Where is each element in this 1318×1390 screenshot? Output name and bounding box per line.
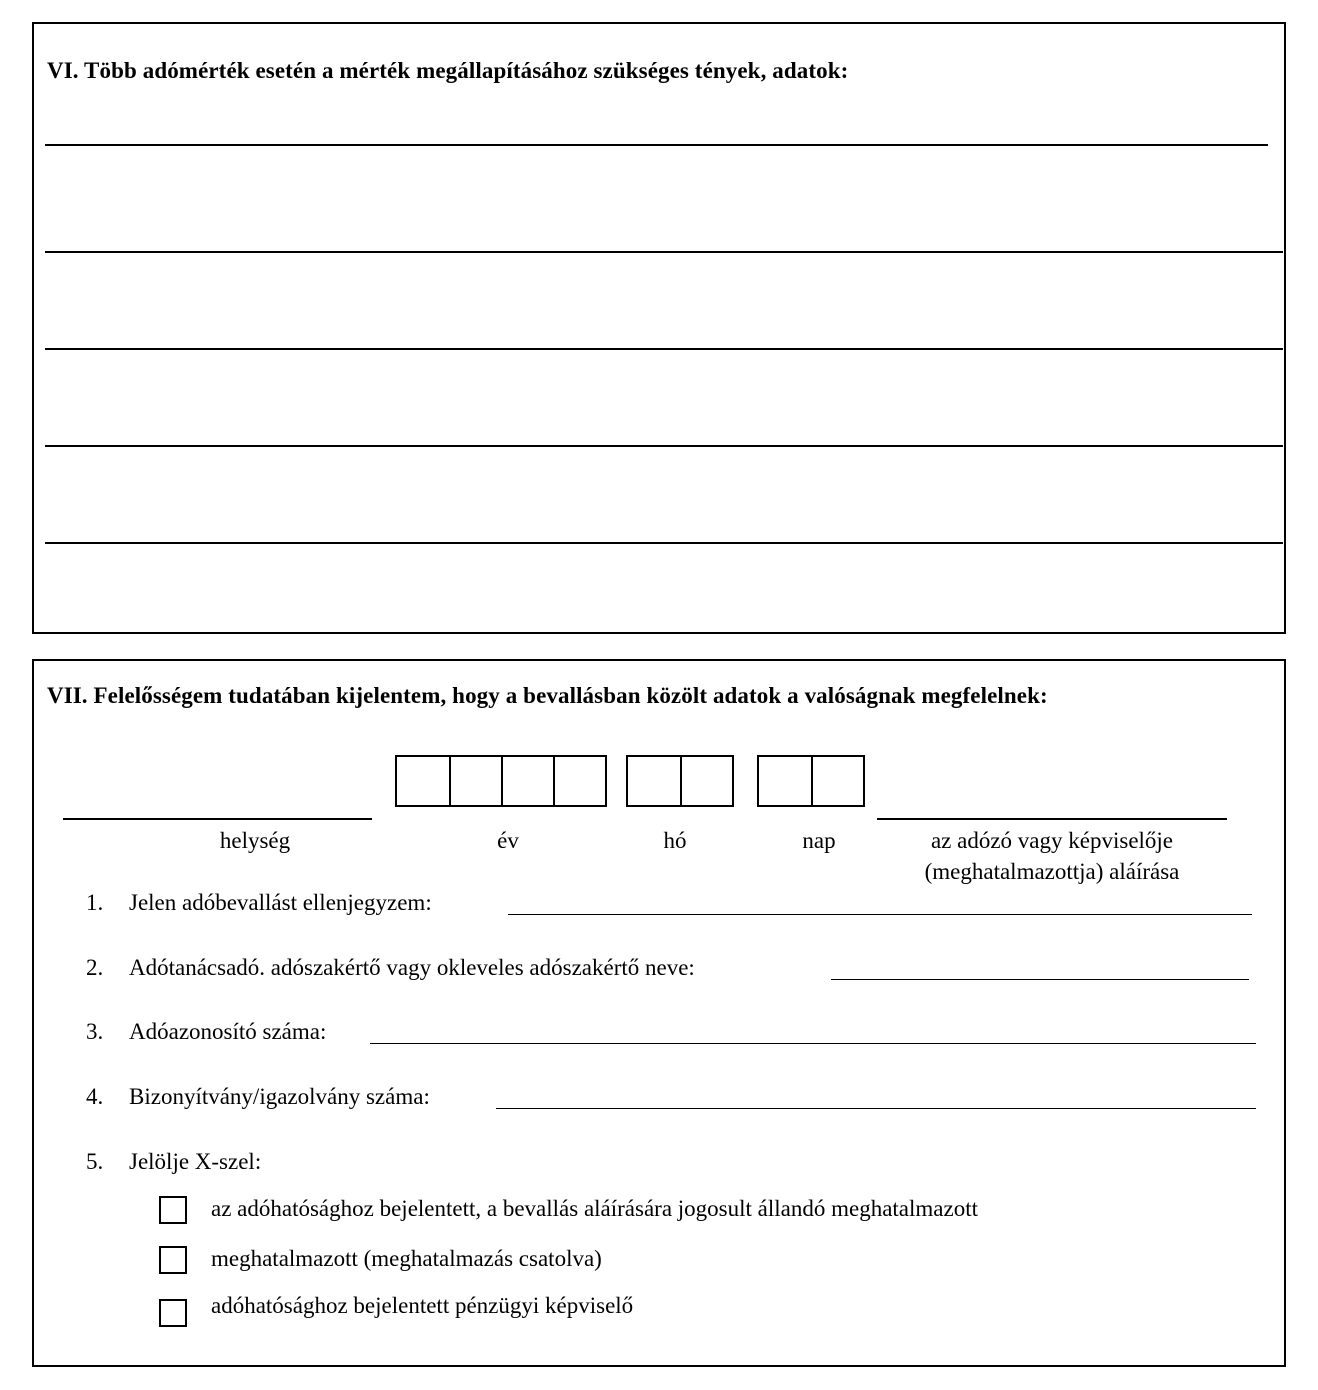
advisor-name-field[interactable]	[831, 979, 1249, 980]
certificate-number-row	[34, 1084, 1284, 1116]
year-digit-1[interactable]	[397, 757, 449, 805]
section-6-box	[32, 22, 1286, 634]
item-number: 3.	[86, 1019, 104, 1044]
year-digit-2[interactable]	[449, 757, 501, 805]
place-field[interactable]	[63, 818, 372, 820]
month-caption: hó	[663, 828, 687, 853]
item-number: 5.	[86, 1149, 104, 1174]
proxy-label: meghatalmazott (meghatalmazás csatolva)	[211, 1246, 602, 1271]
countersign-row	[34, 890, 1284, 922]
financial-representative-checkbox[interactable]	[159, 1299, 187, 1327]
signature-caption-line1: az adózó vagy képviselője	[930, 828, 1174, 853]
section-6-heading: VI. Több adómérték esetén a mérték megállapításához szükséges tények, adatok:	[47, 58, 849, 83]
checkbox-row-proxy	[34, 1246, 1284, 1280]
financial-representative-label: adóhatósághoz bejelentett pénzügyi képviselő	[211, 1293, 634, 1318]
year-caption: év	[497, 828, 519, 853]
day-digit-1[interactable]	[759, 757, 811, 805]
certificate-number-field[interactable]	[496, 1108, 1256, 1109]
item-number: 4.	[86, 1084, 104, 1109]
year-digit-4[interactable]	[553, 757, 605, 805]
write-line-2[interactable]	[45, 251, 1283, 253]
write-line-4[interactable]	[45, 445, 1283, 447]
month-digit-2[interactable]	[680, 757, 732, 805]
day-caption: nap	[802, 828, 836, 853]
signature-caption-line2: (meghatalmazottja) aláírása	[924, 859, 1180, 884]
advisor-name-row	[34, 955, 1284, 987]
tax-id-field[interactable]	[370, 1043, 1256, 1044]
checkbox-row-permanent-proxy	[34, 1196, 1284, 1230]
write-line-5[interactable]	[45, 542, 1283, 544]
item-number: 2.	[86, 955, 104, 980]
item-number: 1.	[86, 890, 104, 915]
day-field[interactable]	[757, 755, 865, 807]
tax-id-label: Adóazonosító száma:	[129, 1019, 327, 1044]
mark-with-x-label: Jelölje X-szel:	[129, 1149, 262, 1174]
day-digit-2[interactable]	[811, 757, 863, 805]
signature-field[interactable]	[877, 818, 1227, 820]
month-digit-1[interactable]	[628, 757, 680, 805]
checkbox-row-financial-rep	[34, 1293, 1284, 1333]
countersign-label: Jelen adóbevallást ellenjegyzem:	[129, 890, 432, 915]
year-digit-3[interactable]	[501, 757, 553, 805]
write-line-3[interactable]	[45, 348, 1283, 350]
place-caption: helység	[219, 828, 291, 853]
countersign-field[interactable]	[508, 914, 1252, 915]
certificate-number-label: Bizonyítvány/igazolvány száma:	[129, 1084, 430, 1109]
mark-with-x-row	[34, 1149, 1284, 1181]
section-7-box	[32, 659, 1286, 1367]
advisor-name-label: Adótanácsadó. adószakértő vagy okleveles adószakértő neve:	[129, 955, 695, 980]
permanent-proxy-checkbox[interactable]	[159, 1196, 187, 1224]
section-7-heading: VII. Felelősségem tudatában kijelentem, hogy a bevallásban közölt adatok a valóságnak megfelelnek:	[47, 683, 1048, 708]
tax-id-row	[34, 1019, 1284, 1051]
month-field[interactable]	[626, 755, 734, 807]
permanent-proxy-label: az adóhatósághoz bejelentett, a bevallás aláírására jogosult állandó meghatalmazott	[211, 1196, 978, 1221]
year-field[interactable]	[395, 755, 607, 807]
write-line-1[interactable]	[45, 144, 1268, 146]
proxy-checkbox[interactable]	[159, 1246, 187, 1274]
